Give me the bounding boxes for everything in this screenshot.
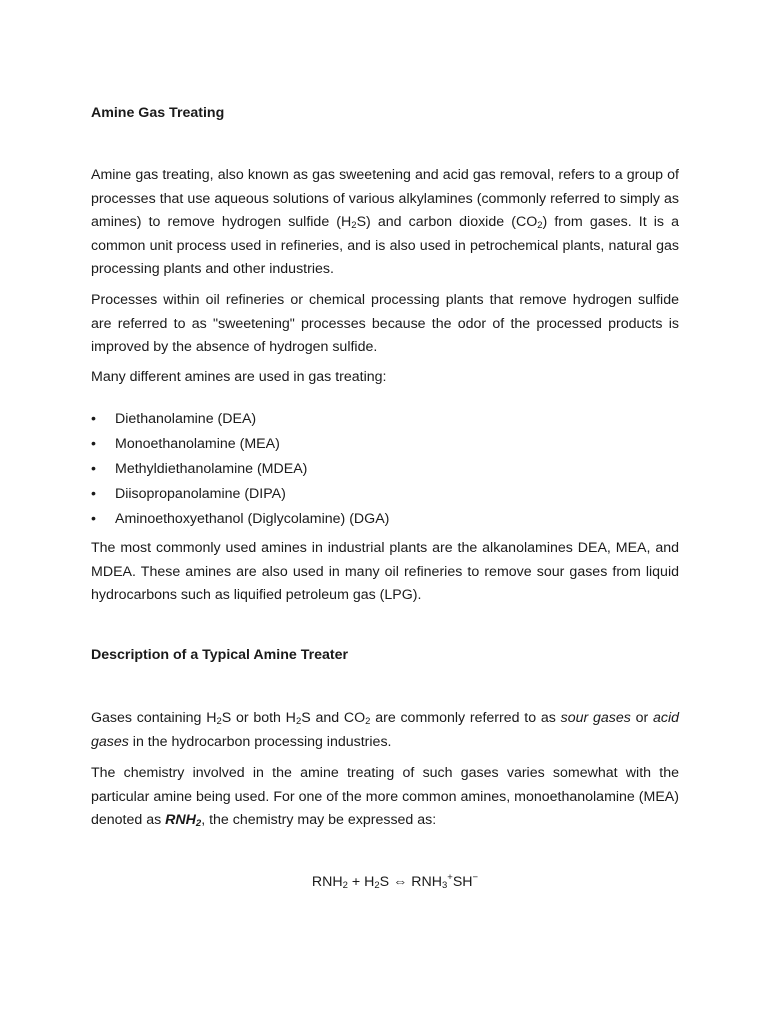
bullet-icon: • [91, 436, 96, 452]
text-run: S or both H [221, 710, 296, 726]
intro-text-2: S) and carbon dioxide (CO [356, 214, 538, 230]
subscript: 2 [374, 880, 380, 891]
list-item [91, 482, 679, 507]
subscript: 2 [195, 818, 202, 829]
subscript: 2 [365, 716, 371, 727]
chemistry-paragraph [91, 762, 679, 833]
subscript: 2 [351, 220, 357, 231]
eq-text: S [379, 874, 394, 890]
list-item-text: Monoethanolamine (MEA) [115, 436, 280, 452]
subscript: 2 [342, 880, 348, 891]
intro-text-1: Amine gas treating, also known as gas sweetening and acid gas removal, refers to a group of processes that use aqueous solutions of various alkylamines (commonly referred to simply as amines) to remove hydrogen sulfide (H [91, 167, 679, 230]
eq-text: RNH [407, 874, 442, 890]
bullet-icon: • [91, 511, 96, 527]
list-item-text: Diisopropanolamine (DIPA) [115, 486, 286, 502]
subscript: 3 [441, 880, 448, 891]
chemical-equation [0, 872, 768, 892]
list-item-text: Methyldiethanolamine (MDEA) [115, 461, 308, 477]
eq-text: + H [347, 874, 375, 890]
section-title: Description of a Typical Amine Treater [91, 647, 349, 663]
amine-list [91, 407, 679, 532]
subscript: 2 [537, 220, 543, 231]
formula-rnh2 [165, 812, 201, 828]
list-item [91, 457, 679, 482]
common-amines-paragraph: The most commonly used amines in industrial plants are the alkanolamines DEA, MEA, and MDEA. These amines are also used in many oil refineries to remove sour gases from liquid hydrocarbons such as liquified petroleum gas (LPG). [91, 540, 679, 603]
text-run: are commonly referred to as [370, 710, 561, 726]
sour-gases-paragraph [91, 707, 679, 754]
list-item-text: Aminoethoxyethanol (Diglycolamine) (DGA) [115, 511, 390, 527]
equilibrium-arrow-icon: ⇔ [393, 874, 408, 890]
text-run: Gases containing H [91, 710, 217, 726]
list-item-text: Diethanolamine (DEA) [115, 411, 257, 427]
bullet-icon: • [91, 461, 96, 477]
list-item [91, 407, 679, 432]
intro-paragraph [91, 164, 679, 282]
sweetening-paragraph: Processes within oil refineries or chemical processing plants that remove hydrogen sulfide are referred to as "sweetening" processes because the odor of the processed products is improved by the absence of hydrogen sulfide. [91, 292, 679, 355]
page-title: Amine Gas Treating [91, 105, 225, 121]
text-run: in the hydrocarbon processing industries. [128, 733, 392, 750]
emphasis-acid-gases: acid gases [91, 710, 679, 750]
formula-text: RNH [165, 812, 196, 828]
superscript: + [447, 872, 453, 883]
subscript: 2 [216, 716, 222, 727]
bullet-icon: • [91, 411, 96, 427]
text-run: The chemistry involved in the amine treating of such gases varies somewhat with the particular amine being used. For one of the more common amines, monoethanolamine (MEA) denoted as [91, 765, 679, 828]
eq-text: RNH [311, 874, 343, 890]
bullet-icon: • [91, 486, 96, 502]
emphasis-sour-gases: sour gases [560, 710, 631, 726]
list-item [91, 432, 679, 457]
text-run: or [630, 710, 653, 726]
eq-text: SH [452, 874, 473, 890]
intro-text-3: ) from gases. It is a common unit process used in refineries, and is also used in petrochemical plants, natural gas processing plants and other industries. [91, 214, 679, 277]
superscript: − [472, 872, 479, 883]
list-item [91, 507, 679, 532]
text-run: , the chemistry may be expressed as: [201, 812, 437, 828]
text-run: S and CO [301, 710, 366, 726]
amines-intro-paragraph: Many different amines are used in gas treating: [91, 369, 387, 385]
subscript: 2 [295, 716, 302, 727]
